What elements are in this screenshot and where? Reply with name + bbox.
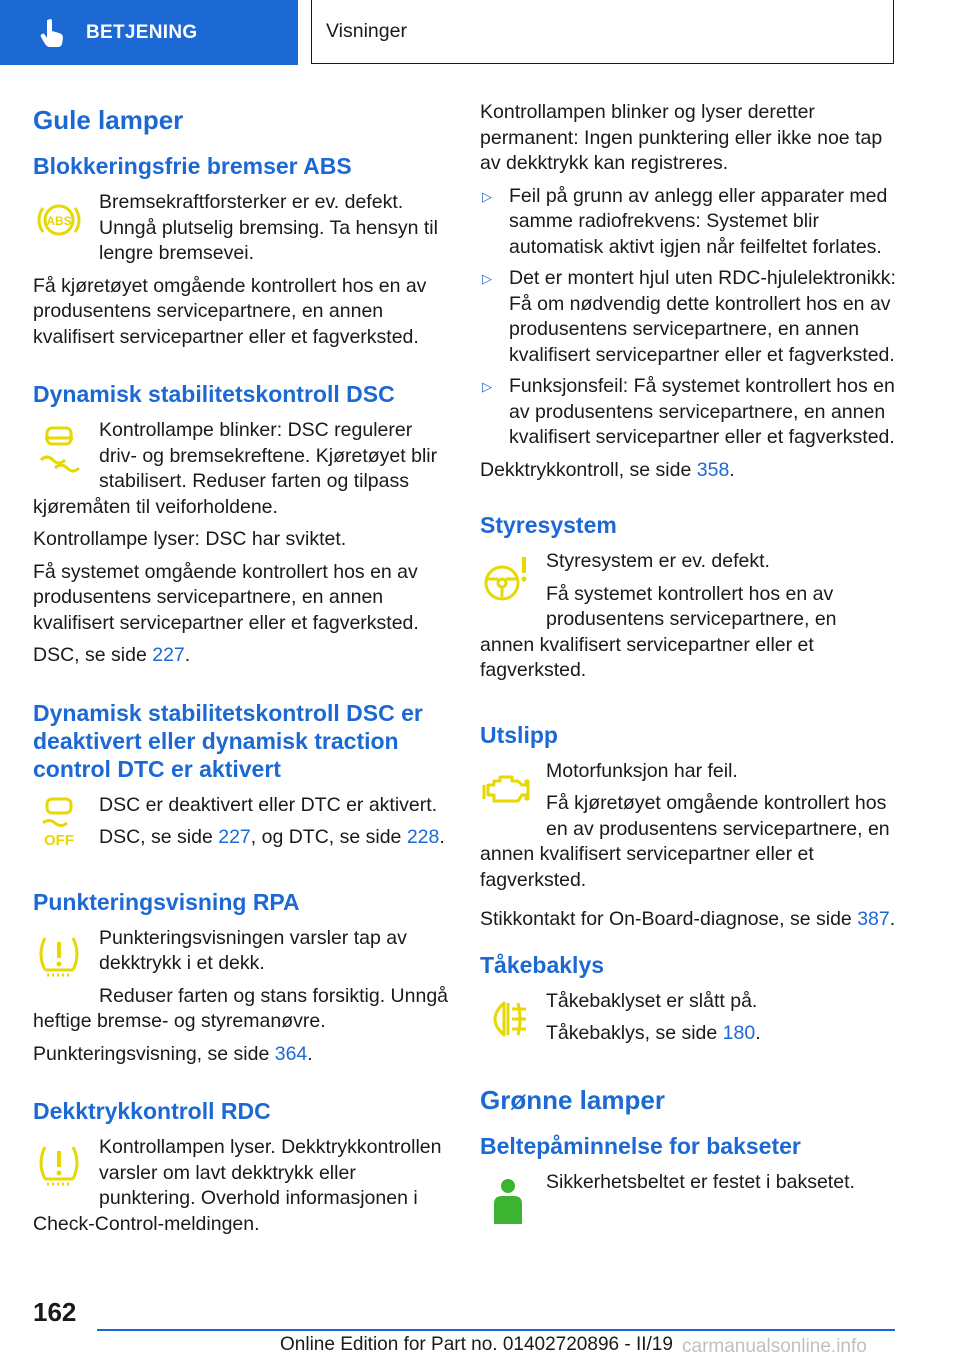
chapter-title <box>311 0 894 64</box>
chapter-label: Visninger <box>326 19 407 42</box>
rdc-text-2: Kontrollampen blinker og lyser deretter permanent: Ingen punktering eller ikke noe tap av dekktrykk kan registreres. <box>480 101 883 174</box>
steering-heading: Styresystem <box>480 512 617 538</box>
page-number: 162 <box>33 1297 77 1327</box>
rpa-section <box>33 888 449 1068</box>
abs-text-1: Bremsekraftforsterker er ev. defekt. Unngå plutselig bremsing. Ta hensyn til lengre bremsevei. <box>99 191 438 264</box>
tire-pressure-icon <box>33 930 85 982</box>
rdc-reference: Dekktrykkontroll, se side 358. <box>480 458 735 481</box>
dsc-text-3: Få systemet omgående kontrollert hos en av produsentens servicepartnere, en annen kvalifisert servicepartner eller et fagverksted. <box>33 560 419 634</box>
left-column <box>33 100 449 1267</box>
emission-heading: Utslipp <box>480 721 558 748</box>
dsc-skid-icon <box>33 422 85 474</box>
abs-heading: Blokkeringsfrie bremser ABS <box>33 153 352 179</box>
hand-pointer-icon <box>40 18 66 48</box>
triangle-bullet-icon: ▷ <box>482 271 492 286</box>
page-link-387[interactable]: 387 <box>857 908 890 930</box>
dsc-heading: Dynamisk stabilitetskontroll DSC <box>33 381 395 407</box>
fog-section <box>480 951 896 1054</box>
dsc-off-icon-label: OFF <box>44 831 74 849</box>
footer-divider <box>97 1329 895 1331</box>
steering-text-2: Få systemet kontrollert hos en av produsentens servicepartnere, en annen kvalifisert servicepartner eller et fagverksted. <box>480 582 837 681</box>
list-item: ▷ Det er montert hjul uten RDC-hjulelektronikk: Få om nødvendig dette kontrollert hos en av produsentens servicepartnere, en annen kvalifisert servicepartner eller et fagverksted. <box>482 267 896 366</box>
rdc-text-1: Kontrollampen lyser. Dekktrykkontrollen varsler om lavt dekktrykk eller punktering. Overhold informasjonen i Check-Control-meldingen. <box>33 1136 442 1235</box>
abs-text-2: Få kjøretøyet omgående kontrollert hos en av produsentens servicepartnere, en annen kvalifisert servicepartner eller et fagverksted. <box>33 274 427 348</box>
watermark: carmanualsonline.info <box>682 1336 867 1357</box>
dsc-text-2: Kontrollampe lyser: DSC har sviktet. <box>33 528 347 550</box>
dsc-text-1: Kontrollampe blinker: DSC regulerer driv- og bremsekreftene. Kjøretøyet blir stabilisert. Reduser farten og tilpass kjøremåten til veiforholdene. <box>33 419 438 518</box>
dsc-section <box>33 380 449 669</box>
page-link-364[interactable]: 364 <box>274 1042 308 1065</box>
page-link-227[interactable]: 227 <box>218 826 251 848</box>
svg-text:ABS: ABS <box>46 214 72 228</box>
tire-pressure-icon <box>33 1139 85 1191</box>
belt-section <box>480 1132 896 1196</box>
rpa-heading: Punkteringsvisning RPA <box>33 888 300 915</box>
rear-seatbelt-icon <box>480 1174 532 1226</box>
rdc-continued <box>480 100 896 483</box>
green-lamps-title: Grønne lamper <box>480 1084 665 1115</box>
rear-fog-light-icon <box>480 993 532 1045</box>
emission-text-1: Motorfunksjon har feil. <box>546 759 738 782</box>
section-tab <box>0 0 298 65</box>
belt-text-1: Sikkerhetsbeltet er festet i baksetet. <box>546 1170 855 1193</box>
triangle-bullet-icon: ▷ <box>482 188 492 204</box>
triangle-bullet-icon: ▷ <box>482 379 492 394</box>
rpa-text-1: Punkteringsvisningen varsler tap av dekktrykk i et dekk. <box>99 926 407 974</box>
dsc-off-heading: Dynamisk stabilitetskontroll DSC er deaktivert eller dynamisk traction control DTC er aktivert <box>33 699 423 782</box>
page-link-227[interactable]: 227 <box>152 644 185 666</box>
dsc-off-section <box>33 699 449 858</box>
page-link-180[interactable]: 180 <box>722 1022 756 1044</box>
page-link-228[interactable]: 228 <box>406 826 440 848</box>
steering-warning-icon <box>480 553 532 605</box>
list-item: ▷ Feil på grunn av anlegg eller apparater med samme radiofrekvens: Systemet blir automatisk aktivt igjen når feilfeltet forlates. <box>482 184 888 258</box>
page-link-358[interactable]: 358 <box>696 458 730 481</box>
rpa-reference: Punkteringsvisning, se side 364. <box>33 1042 313 1065</box>
fog-text-1: Tåkebaklyset er slått på. <box>546 989 758 1012</box>
emission-text-2: Få kjøretøyet omgående kontrollert hos en av produsentens servicepartnere, en annen kvalifisert servicepartner eller et fagverksted. <box>480 792 890 891</box>
section-label: BETJENING <box>86 21 198 43</box>
steering-text-1: Styresystem er ev. defekt. <box>546 550 770 572</box>
dsc-reference: DSC, se side 227. <box>33 644 191 666</box>
fog-reference: Tåkebaklys, se side 180. <box>546 1022 761 1044</box>
belt-heading: Beltepåminnelse for bakseter <box>480 1132 801 1159</box>
fog-heading: Tåkebaklys <box>480 951 605 978</box>
abs-warning-icon <box>33 194 85 246</box>
list-item: ▷ Funksjonsfeil: Få systemet kontrollert hos en av produsentens servicepartnere, en annen kvalifisert servicepartner eller et fagverksted. <box>482 375 895 448</box>
right-column <box>480 100 896 1230</box>
yellow-lamps-title: Gule lamper <box>33 105 184 135</box>
dsc-off-reference: DSC, se side 227, og DTC, se side 228. <box>99 826 445 848</box>
rdc-section <box>33 1097 449 1237</box>
emission-section <box>480 721 896 933</box>
steering-section <box>480 511 896 691</box>
dsc-off-icon <box>33 797 85 849</box>
rpa-text-2: Reduser farten og stans forsiktig. Unngå heftige bremse- og styremanøvre. <box>33 984 449 1032</box>
edition-text: Online Edition for Part no. 01402720896 - II/19 <box>280 1334 673 1355</box>
rdc-bullet-list <box>480 184 896 451</box>
dsc-off-text-1: DSC er deaktivert eller DTC er aktivert. <box>99 793 438 816</box>
rdc-heading: Dekktrykkontroll RDC <box>33 1098 271 1124</box>
abs-section <box>33 152 449 350</box>
engine-icon <box>480 763 532 815</box>
emission-reference: Stikkontakt for On-Board-diagnose, se side 387. <box>480 908 896 930</box>
